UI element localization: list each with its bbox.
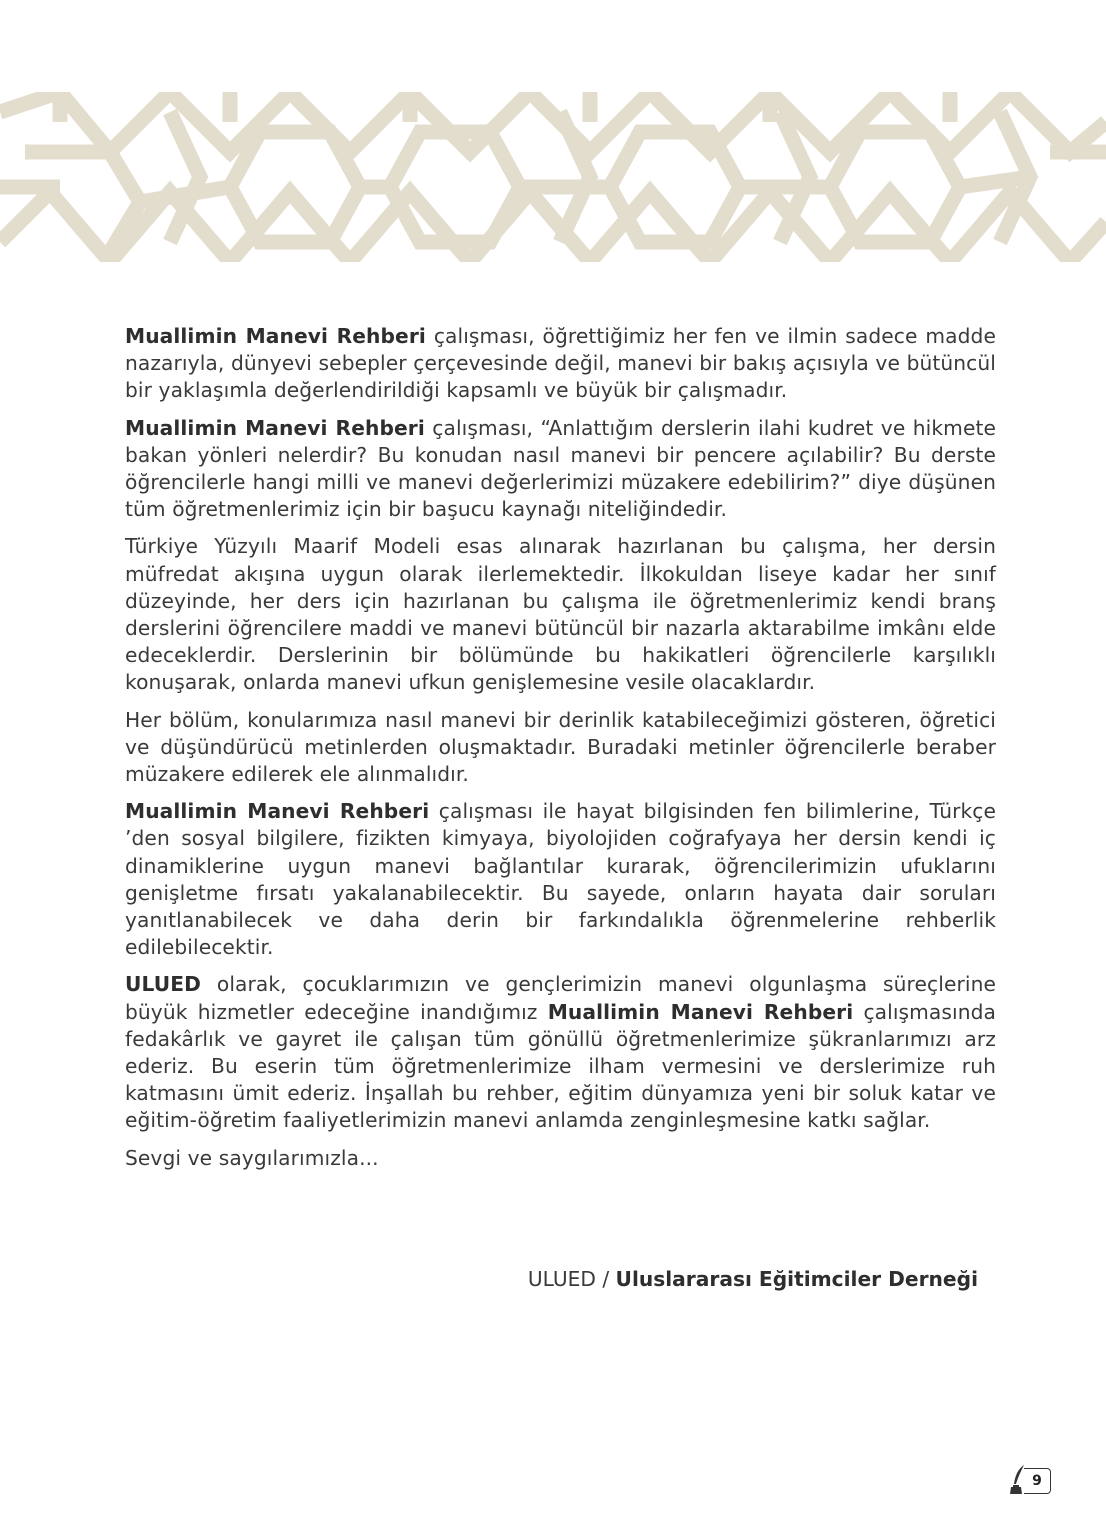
brand-name: Muallimin Manevi Rehberi (125, 415, 425, 440)
org-name: ULUED (125, 972, 201, 997)
brand-name: Muallimin Manevi Rehberi (547, 999, 854, 1024)
closing-line: Sevgi ve saygılarımızla... (125, 1145, 379, 1170)
paragraph-2: Muallimin Manevi Rehberi çalışması, “Anlattığım derslerin ilahi kudret ve hikmete bakan yönleri nelerdir? Bu konudan nasıl manevi bir pencere açılabilir? Bu derste öğrencilerle hangi milli ve manevi değerlerimizi müzakere edebilirim?” diye düşünen tüm öğretmenlerimiz için bir başucu kaynağı niteliğindedir. (125, 415, 996, 522)
page-number: 9 (1024, 1468, 1051, 1494)
paragraph-4: Her bölüm, konularımıza nasıl manevi bir derinlik katabileceğimizi gösteren, öğretici ve düşündürücü metinlerden oluşmaktadır. Buradaki metinler öğrencilerle beraber müzakere edilerek ele alınmalıdır. (125, 707, 996, 787)
paragraph-5: Muallimin Manevi Rehberi çalışması ile hayat bilgisinden fen bilimlerine, Türkçe ’den sosyal bilgilere, fizikten kimyaya, biyolojiden coğrafyaya her dersin kendi iç dinamiklerine uygun manevi bağlantılar kurarak, öğrencilerimizin ufuklarını genişletme fırsatı yakalanabilecektir. Bu sayede, onların hayata dair soruları yanıtlanabilecek ve daha derin bir farkındalıkla öğrenmelerine rehberlik edilebilecektir. (125, 799, 996, 960)
signature-org: ULUED / (527, 1267, 616, 1291)
page-number-badge (1008, 1464, 1054, 1496)
decorative-pattern-banner (0, 92, 1106, 262)
paragraph-6: ULUED olarak, çocuklarımızın ve gençlerimizin manevi olgunlaşma süreçlerine büyük hizmetler edeceğine inandığımız Muallimin Manevi Rehberi çalışmasında fedakârlık ve gayret ile çalışan tüm gönüllü öğretmenlerimize şükranlarımızı arz ederiz. Bu eserin tüm öğretmenlerimize ilham vermesini ve derslerimize ruh katmasını ümit ederiz. İnşallah bu rehber, eğitim dünyamıza yeni bir soluk katar ve eğitim-öğretim faaliyetlerimizin manevi anlamda zenginleşmesine katkı sağlar. (125, 972, 996, 1133)
document-body (125, 323, 996, 1182)
paragraph-1: Muallimin Manevi Rehberi çalışması, öğrettiğimiz her fen ve ilmin sadece madde nazarıyla, dünyevi sebepler çerçevesinde değil, manevi bir bakış açısıyla ve bütüncül bir yaklaşımla değerlendirildiği kapsamlı ve büyük bir çalışmadır. (125, 324, 996, 403)
signature (528, 1266, 978, 1293)
brand-name: Muallimin Manevi Rehberi (125, 799, 430, 824)
paragraph-3: Türkiye Yüzyılı Maarif Modeli esas alınarak hazırlanan bu çalışma, her dersin müfredat akışına uygun olarak ilerlemektedir. İlkokuldan liseye kadar her sınıf düzeyinde, her ders için hazırlanan bu çalışma ile öğretmenlerimiz kendi branş derslerini öğrencilere maddi ve manevi bütüncül bir nazarla aktarabilme imkânı elde edeceklerdir. Derslerinin bir bölümünde bu hakikatleri öğrencilerle karşılıklı konuşarak, onlarda manevi ufkun genişlemesine vesile olacaklardır. (125, 534, 996, 695)
brand-name: Muallimin Manevi Rehberi (125, 324, 426, 348)
signature-name: Uluslararası Eğitimciler Derneği (615, 1267, 978, 1291)
